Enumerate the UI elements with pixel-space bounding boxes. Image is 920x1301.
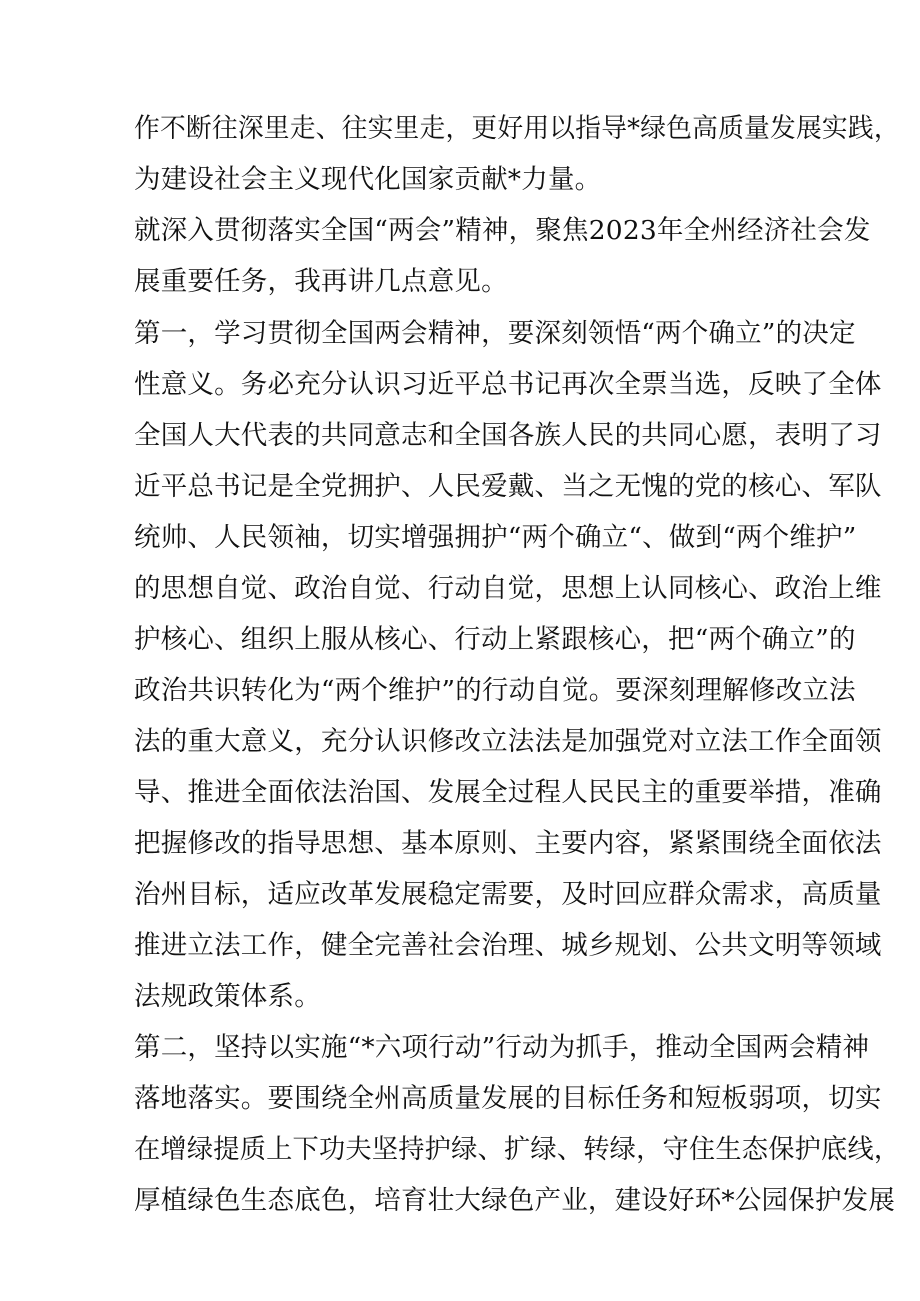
text-line: 就深入贯彻落实全国“两会”精神，聚焦2023年全州经济社会发: [134, 215, 871, 246]
text-line: 第一，学习贯彻全国两会精神，要深刻领悟“两个确立”的决定: [134, 318, 856, 349]
text-line: 全国人大代表的共同意志和全国各族人民的共同心愿，表明了习: [134, 420, 882, 451]
text-line: 统帅、人民领袖，切实增强拥护“两个确立“、做到“两个维护”: [134, 522, 857, 553]
text-line: 治州目标，适应改革发展稳定需要，及时回应群众需求，高质量: [134, 879, 882, 910]
text-line: 导、推进全面依法治国、发展全过程人民民主的重要举措，准确: [134, 777, 882, 808]
text-line: 政治共识转化为“两个维护”的行动自觉。要深刻理解修改立法: [134, 675, 856, 706]
text-line: 把握修改的指导思想、基本原则、主要内容，紧紧围绕全面依法: [134, 828, 882, 859]
text-line: 护核心、组织上服从核心、行动上紧跟核心，把“两个确立”的: [134, 624, 856, 655]
text-line: 为建设社会主义现代化国家贡献*力量。: [134, 164, 602, 195]
text-line: 法的重大意义，充分认识修改立法法是加强党对立法工作全面领: [134, 726, 882, 757]
text-line: 厚植绿色生态底色，培育壮大绿色产业，建设好环*公园保护发展: [134, 1185, 896, 1216]
text-line: 法规政策体系。: [134, 981, 321, 1012]
text-line: 第二，坚持以实施“*六项行动”行动为抓手，推动全国两会精神: [134, 1032, 870, 1063]
text-line: 在增绿提质上下功夫坚持护绿、扩绿、转绿，守住生态保护底线，: [134, 1134, 901, 1165]
text-line: 推进立法工作，健全完善社会治理、城乡规划、公共文明等领域: [134, 930, 882, 961]
text-line: 作不断往深里走、往实里走，更好用以指导*绿色高质量发展实践，: [134, 113, 900, 144]
text-line: 展重要任务，我再讲几点意见。: [134, 266, 508, 297]
text-line: 落地落实。要围绕全州高质量发展的目标任务和短板弱项，切实: [134, 1083, 882, 1114]
text-line: 的思想自觉、政治自觉、行动自觉，思想上认同核心、政治上维: [134, 573, 882, 604]
text-line: 性意义。务必充分认识习近平总书记再次全票当选，反映了全体: [134, 369, 882, 400]
text-line: 近平总书记是全党拥护、人民爱戴、当之无愧的党的核心、军队: [134, 471, 882, 502]
